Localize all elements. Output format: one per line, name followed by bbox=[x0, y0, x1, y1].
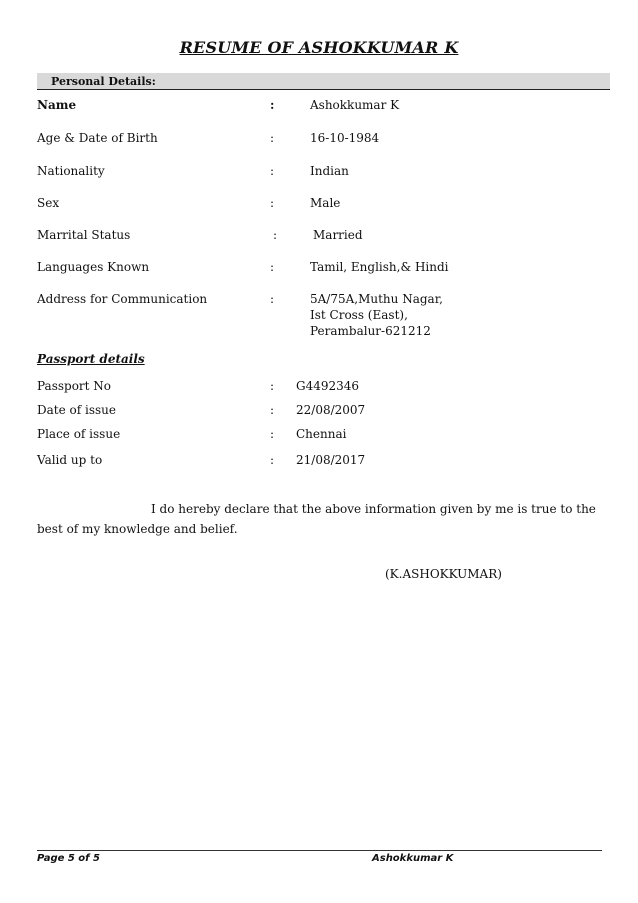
detail-colon: : bbox=[273, 228, 278, 242]
passport-label: Passport No bbox=[37, 379, 112, 393]
passport-label: Place of issue bbox=[37, 427, 121, 441]
detail-value: Tamil, English,& Hindi bbox=[310, 260, 449, 274]
detail-colon: : bbox=[270, 98, 275, 112]
detail-value: 16-10-1984 bbox=[310, 131, 380, 145]
detail-value: Indian bbox=[310, 164, 349, 178]
passport-details-heading: Passport details bbox=[37, 352, 145, 366]
detail-label: Nationality bbox=[37, 164, 105, 178]
detail-label: Marrital Status bbox=[37, 228, 131, 242]
personal-details-heading: Personal Details: bbox=[51, 75, 156, 88]
detail-value: Married bbox=[313, 228, 363, 242]
detail-label: Age & Date of Birth bbox=[37, 131, 158, 145]
detail-value: Male bbox=[310, 196, 341, 210]
declaration-paragraph bbox=[37, 499, 607, 539]
detail-label: Address for Communication bbox=[37, 292, 208, 306]
footer-page-number: Page 5 of 5 bbox=[37, 853, 100, 864]
detail-colon: : bbox=[270, 164, 275, 178]
detail-label: Sex bbox=[37, 196, 60, 210]
passport-value: 22/08/2007 bbox=[296, 403, 366, 417]
passport-colon: : bbox=[270, 403, 275, 417]
detail-label: Languages Known bbox=[37, 260, 150, 274]
passport-label: Date of issue bbox=[37, 403, 116, 417]
passport-value: G4492346 bbox=[296, 379, 360, 393]
personal-details-header bbox=[37, 73, 610, 90]
passport-value: Chennai bbox=[296, 427, 347, 441]
detail-label: Name bbox=[37, 98, 77, 112]
address-line: Ist Cross (East), bbox=[310, 308, 408, 322]
address-line: Perambalur-621212 bbox=[310, 324, 431, 338]
detail-colon: : bbox=[270, 292, 275, 306]
address-value bbox=[310, 291, 443, 339]
passport-value: 21/08/2017 bbox=[296, 453, 366, 467]
address-line: 5A/75A,Muthu Nagar, bbox=[310, 292, 443, 306]
footer-author: Ashokkumar K bbox=[372, 853, 454, 864]
detail-colon: : bbox=[270, 131, 275, 145]
signature-name: (K.ASHOKKUMAR) bbox=[385, 567, 502, 581]
detail-colon: : bbox=[270, 196, 275, 210]
passport-colon: : bbox=[270, 427, 275, 441]
footer-divider bbox=[37, 850, 602, 851]
declaration-text: I do hereby declare that the above information given by me is true to the best of my knowledge and belief. bbox=[37, 502, 596, 536]
passport-colon: : bbox=[270, 379, 275, 393]
resume-title: RESUME OF ASHOKKUMAR K bbox=[179, 38, 459, 57]
passport-colon: : bbox=[270, 453, 275, 467]
passport-label: Valid up to bbox=[37, 453, 103, 467]
detail-colon: : bbox=[270, 260, 275, 274]
detail-value: Ashokkumar K bbox=[310, 98, 400, 112]
